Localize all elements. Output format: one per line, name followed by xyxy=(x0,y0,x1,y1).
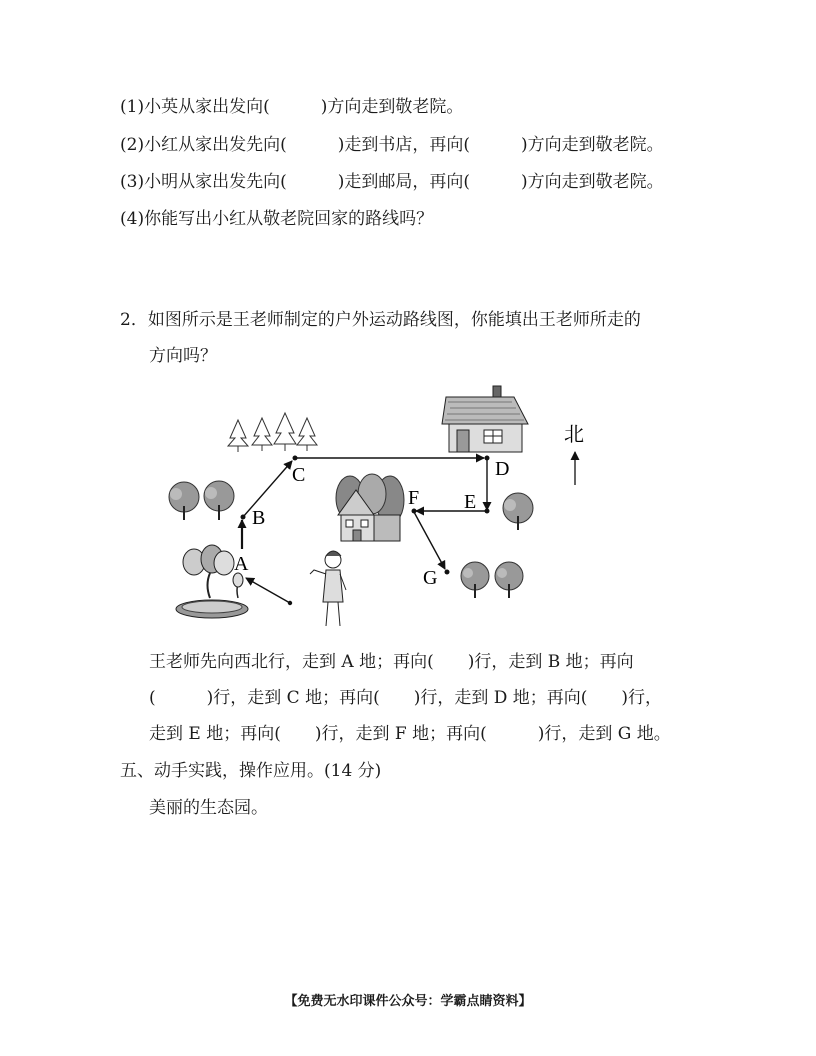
section5-title: 五、动手实践，操作应用。(14 分) xyxy=(120,761,382,781)
north-label: 北 xyxy=(564,424,584,446)
point-label-e: E xyxy=(464,491,477,513)
house-icon xyxy=(442,386,528,452)
q1-part2: (2)小红从家出发先向( )走到书店，再向( )方向走到敬老院。 xyxy=(120,135,664,155)
route-f-to-g xyxy=(414,512,445,569)
route-map xyxy=(150,380,610,635)
round-tree-right-icon xyxy=(503,493,533,530)
q2-answer-line3: 走到 E 地；再向( )行，走到 F 地；再向( )行，走到 G 地。 xyxy=(149,724,671,744)
point-label-g: G xyxy=(423,567,438,589)
point-label-a: A xyxy=(234,553,249,575)
q2-prompt-line1: 2．如图所示是王老师制定的户外运动路线图，你能填出王老师所走的 xyxy=(120,310,641,330)
q1-part1: (1)小英从家出发向( )方向走到敬老院。 xyxy=(120,97,464,117)
q2-prompt-line2: 方向吗？ xyxy=(149,346,217,366)
teacher-figure-icon xyxy=(310,551,346,626)
point-label-d: D xyxy=(495,458,510,480)
cottage-icon xyxy=(336,474,404,541)
point-label-b: B xyxy=(252,507,266,529)
footer-text: 【免费无水印课件公众号：学霸点睛资料】 xyxy=(284,994,532,1009)
q2-answer-line1: 王老师先向西北行，走到 A 地；再向( )行，走到 B 地；再向 xyxy=(149,652,634,672)
q1-part3: (3)小明从家出发先向( )走到邮局，再向( )方向走到敬老院。 xyxy=(120,172,664,192)
pine-trees-icon xyxy=(228,413,317,452)
section5-subtitle: 美丽的生态园。 xyxy=(149,798,268,818)
q2-answer-line2: ( )行，走到 C 地；再向( )行，走到 D 地；再向( )行， xyxy=(149,688,663,708)
route-b-to-c xyxy=(243,461,292,517)
round-trees-left-icon xyxy=(169,481,234,520)
route-start-to-a xyxy=(246,578,290,603)
point-label-c: C xyxy=(292,464,306,486)
round-trees-g-icon xyxy=(461,562,523,598)
point-label-f: F xyxy=(408,487,420,509)
q1-part4: (4)你能写出小红从敬老院回家的路线吗？ xyxy=(120,209,434,229)
